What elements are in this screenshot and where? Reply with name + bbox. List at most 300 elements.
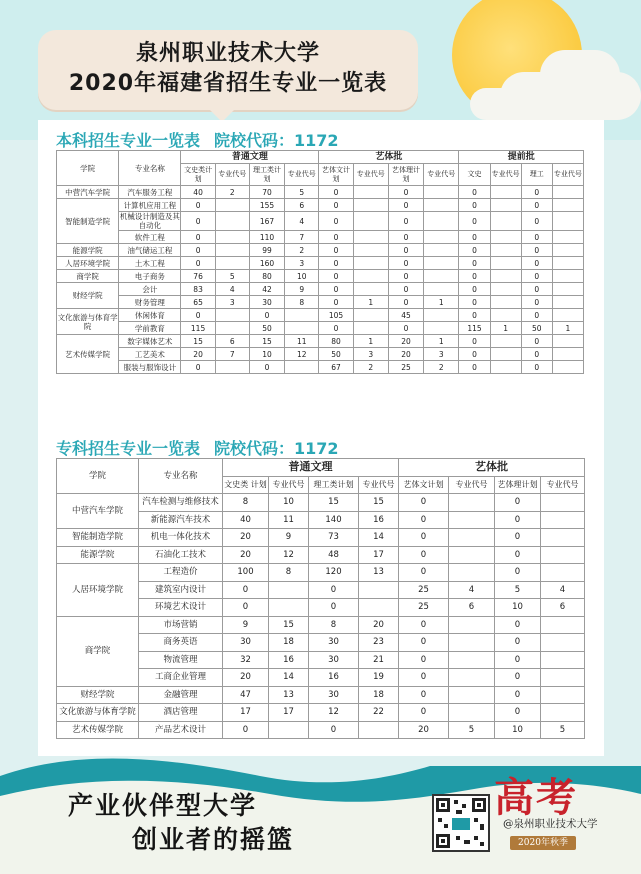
value-cell: 47 [223, 686, 269, 704]
page-subtitle: 2020年福建省招生专业一览表 [68, 71, 388, 96]
college-cell: 中营汽车学院 [57, 186, 119, 199]
value-cell: 13 [269, 686, 309, 704]
table-row [57, 686, 585, 704]
value-cell: 0 [388, 322, 423, 335]
value-cell: 0 [223, 599, 269, 617]
value-cell [424, 212, 459, 231]
value-cell: 17 [223, 704, 269, 722]
value-cell: 0 [495, 651, 541, 669]
value-cell [424, 257, 459, 270]
value-cell: 120 [309, 564, 359, 582]
sub-col-header: 专业代号 [552, 164, 583, 186]
value-cell: 1 [353, 296, 388, 309]
value-cell: 4 [541, 581, 585, 599]
value-cell: 25 [399, 581, 449, 599]
value-cell: 0 [521, 199, 552, 212]
value-cell [215, 244, 249, 257]
value-cell: 10 [495, 721, 541, 739]
table-row [57, 186, 584, 199]
value-cell: 25 [399, 599, 449, 617]
value-cell: 0 [399, 634, 449, 652]
sub-col-header: 专业代号 [269, 476, 309, 494]
major-cell: 计算机应用工程 [119, 199, 181, 212]
value-cell: 40 [181, 186, 215, 199]
major-cell: 汽车检测与维修技术 [139, 494, 223, 512]
value-cell [552, 335, 583, 348]
value-cell: 9 [285, 283, 319, 296]
brand-label: @泉州职业技术大学 [503, 818, 598, 830]
gaokao-mark: 高考 [494, 774, 578, 821]
sub-col-header: 专业代号 [215, 164, 249, 186]
college-cell: 智能制造学院 [57, 529, 139, 547]
value-cell: 8 [285, 296, 319, 309]
value-cell [353, 270, 388, 283]
value-cell [552, 283, 583, 296]
undergrad-code: 院校代码：1172 [214, 131, 339, 150]
value-cell: 0 [459, 283, 490, 296]
value-cell: 15 [359, 494, 399, 512]
cloud-decoration [540, 50, 620, 100]
value-cell [552, 212, 583, 231]
value-cell: 0 [249, 361, 284, 374]
sub-col-header: 艺体理计划 [495, 476, 541, 494]
value-cell: 48 [309, 546, 359, 564]
sub-col-header: 理工类计划 [309, 476, 359, 494]
value-cell [490, 335, 521, 348]
value-cell: 160 [249, 257, 284, 270]
value-cell: 0 [181, 309, 215, 322]
value-cell [552, 186, 583, 199]
value-cell: 0 [459, 231, 490, 244]
value-cell: 167 [249, 212, 284, 231]
qr-code-icon [432, 794, 490, 852]
value-cell: 8 [269, 564, 309, 582]
value-cell: 3 [215, 296, 249, 309]
value-cell: 0 [319, 270, 353, 283]
value-cell: 32 [223, 651, 269, 669]
value-cell: 12 [309, 704, 359, 722]
value-cell: 16 [359, 511, 399, 529]
value-cell [359, 581, 399, 599]
value-cell: 6 [449, 599, 495, 617]
value-cell: 0 [181, 231, 215, 244]
value-cell [490, 361, 521, 374]
value-cell: 0 [223, 721, 269, 739]
value-cell: 0 [399, 511, 449, 529]
value-cell: 0 [399, 494, 449, 512]
table-row [57, 244, 584, 257]
value-cell [552, 296, 583, 309]
college-cell: 人居环境学院 [57, 564, 139, 617]
value-cell [269, 721, 309, 739]
table-row [57, 704, 585, 722]
value-cell: 15 [249, 335, 284, 348]
value-cell: 13 [359, 564, 399, 582]
season-badge: 2020年秋季 [510, 836, 576, 850]
value-cell: 0 [181, 199, 215, 212]
value-cell: 0 [495, 669, 541, 687]
value-cell: 65 [181, 296, 215, 309]
value-cell: 0 [521, 335, 552, 348]
value-cell: 15 [269, 616, 309, 634]
value-cell: 4 [285, 212, 319, 231]
value-cell: 115 [459, 322, 490, 335]
value-cell [490, 283, 521, 296]
value-cell: 0 [521, 348, 552, 361]
value-cell [490, 348, 521, 361]
value-cell: 0 [309, 581, 359, 599]
value-cell [353, 244, 388, 257]
col-college: 学院 [57, 459, 139, 494]
value-cell: 2 [353, 361, 388, 374]
value-cell: 0 [495, 546, 541, 564]
college-cell: 文化旅游与体育学院 [57, 704, 139, 722]
value-cell: 67 [319, 361, 353, 374]
value-cell: 0 [495, 564, 541, 582]
value-cell [285, 322, 319, 335]
value-cell: 18 [269, 634, 309, 652]
value-cell: 23 [359, 634, 399, 652]
group-general: 普通文理 [181, 151, 319, 164]
value-cell: 4 [215, 283, 249, 296]
value-cell: 0 [521, 244, 552, 257]
value-cell [285, 361, 319, 374]
junior-code: 院校代码：1172 [214, 439, 339, 458]
value-cell [541, 686, 585, 704]
major-cell: 商务英语 [139, 634, 223, 652]
value-cell [552, 231, 583, 244]
value-cell [449, 704, 495, 722]
value-cell: 15 [309, 494, 359, 512]
value-cell: 1 [490, 322, 521, 335]
major-cell: 汽车服务工程 [119, 186, 181, 199]
table-row [57, 283, 584, 296]
value-cell: 15 [181, 335, 215, 348]
college-cell: 人居环境学院 [57, 257, 119, 270]
value-cell: 19 [359, 669, 399, 687]
value-cell [552, 244, 583, 257]
value-cell: 50 [521, 322, 552, 335]
value-cell: 0 [521, 270, 552, 283]
table-row [57, 212, 584, 231]
table-row [57, 322, 584, 335]
value-cell: 10 [285, 270, 319, 283]
value-cell: 0 [459, 361, 490, 374]
value-cell: 0 [399, 616, 449, 634]
college-cell: 文化旅游与体育学院 [57, 309, 119, 335]
value-cell [449, 616, 495, 634]
value-cell: 0 [388, 244, 423, 257]
value-cell: 0 [319, 296, 353, 309]
value-cell [353, 231, 388, 244]
college-cell: 艺术传媒学院 [57, 721, 139, 739]
value-cell [490, 309, 521, 322]
value-cell: 6 [285, 199, 319, 212]
value-cell [552, 199, 583, 212]
value-cell [215, 212, 249, 231]
value-cell: 0 [388, 270, 423, 283]
value-cell [359, 599, 399, 617]
value-cell: 5 [449, 721, 495, 739]
value-cell: 0 [319, 283, 353, 296]
value-cell: 105 [319, 309, 353, 322]
value-cell [541, 529, 585, 547]
value-cell: 0 [399, 704, 449, 722]
major-cell: 软件工程 [119, 231, 181, 244]
value-cell [215, 322, 249, 335]
major-cell: 财务管理 [119, 296, 181, 309]
value-cell: 45 [388, 309, 423, 322]
value-cell: 30 [309, 651, 359, 669]
value-cell [490, 257, 521, 270]
value-cell [449, 511, 495, 529]
value-cell: 0 [309, 721, 359, 739]
value-cell: 17 [359, 546, 399, 564]
value-cell: 16 [309, 669, 359, 687]
value-cell: 0 [495, 511, 541, 529]
value-cell: 0 [459, 186, 490, 199]
value-cell: 6 [215, 335, 249, 348]
value-cell [353, 283, 388, 296]
value-cell [449, 494, 495, 512]
value-cell [449, 564, 495, 582]
value-cell: 4 [449, 581, 495, 599]
college-cell: 能源学院 [57, 546, 139, 564]
junior-title: 专科招生专业一览表 [56, 439, 201, 458]
value-cell: 12 [269, 546, 309, 564]
value-cell: 30 [309, 686, 359, 704]
value-cell: 0 [319, 244, 353, 257]
table-row [57, 199, 584, 212]
sub-col-header: 文史类 计划 [223, 476, 269, 494]
value-cell [424, 199, 459, 212]
college-cell: 艺术传媒学院 [57, 335, 119, 374]
value-cell [215, 361, 249, 374]
value-cell: 17 [269, 704, 309, 722]
value-cell [541, 511, 585, 529]
value-cell [541, 651, 585, 669]
value-cell: 7 [285, 231, 319, 244]
value-cell: 0 [223, 581, 269, 599]
value-cell: 14 [359, 529, 399, 547]
college-cell: 能源学院 [57, 244, 119, 257]
sub-col-header: 文史 [459, 164, 490, 186]
table-row [57, 348, 584, 361]
value-cell: 80 [319, 335, 353, 348]
value-cell: 0 [319, 199, 353, 212]
value-cell: 21 [359, 651, 399, 669]
value-cell: 3 [353, 348, 388, 361]
value-cell: 0 [388, 296, 423, 309]
major-cell: 休闲体育 [119, 309, 181, 322]
sub-col-header: 理工 [521, 164, 552, 186]
value-cell: 3 [285, 257, 319, 270]
value-cell [424, 231, 459, 244]
value-cell [353, 322, 388, 335]
sub-col-header: 理工类计划 [249, 164, 284, 186]
undergrad-heading [56, 128, 339, 151]
value-cell: 0 [319, 322, 353, 335]
value-cell: 2 [215, 186, 249, 199]
college-cell: 财经学院 [57, 283, 119, 309]
group-early: 提前批 [459, 151, 584, 164]
value-cell [490, 296, 521, 309]
value-cell [215, 199, 249, 212]
value-cell [424, 244, 459, 257]
value-cell [424, 186, 459, 199]
value-cell: 10 [249, 348, 284, 361]
value-cell: 0 [388, 231, 423, 244]
value-cell [449, 651, 495, 669]
major-cell: 土木工程 [119, 257, 181, 270]
value-cell [541, 616, 585, 634]
college-cell: 中营汽车学院 [57, 494, 139, 529]
sub-col-header: 艺体理计划 [388, 164, 423, 186]
value-cell: 0 [459, 199, 490, 212]
value-cell [424, 283, 459, 296]
col-major: 专业名称 [139, 459, 223, 494]
value-cell: 0 [521, 257, 552, 270]
value-cell: 0 [319, 257, 353, 270]
value-cell: 30 [309, 634, 359, 652]
value-cell: 40 [223, 511, 269, 529]
college-cell: 商学院 [57, 616, 139, 686]
value-cell [490, 231, 521, 244]
value-cell [490, 244, 521, 257]
slogan-line2: 创业者的摇篮 [132, 825, 295, 854]
sub-col-header: 专业代号 [285, 164, 319, 186]
value-cell: 0 [459, 309, 490, 322]
value-cell [541, 564, 585, 582]
slogan-line1: 产业伙伴型大学 [68, 791, 258, 820]
value-cell [449, 634, 495, 652]
value-cell: 0 [319, 186, 353, 199]
value-cell [490, 199, 521, 212]
value-cell [424, 309, 459, 322]
value-cell: 50 [319, 348, 353, 361]
value-cell [552, 257, 583, 270]
value-cell: 20 [388, 348, 423, 361]
value-cell [359, 721, 399, 739]
value-cell: 115 [181, 322, 215, 335]
value-cell: 0 [249, 309, 284, 322]
value-cell: 1 [552, 322, 583, 335]
value-cell [353, 186, 388, 199]
table-row [57, 494, 585, 512]
major-cell: 油气储运工程 [119, 244, 181, 257]
value-cell: 0 [521, 283, 552, 296]
value-cell: 2 [285, 244, 319, 257]
value-cell: 30 [249, 296, 284, 309]
sub-col-header: 专业代号 [541, 476, 585, 494]
major-cell: 机械设计制造及其自动化 [119, 212, 180, 230]
page-title: 泉州职业技术大学 [135, 41, 320, 66]
value-cell [424, 270, 459, 283]
value-cell [353, 212, 388, 231]
value-cell: 14 [269, 669, 309, 687]
table-row [57, 296, 584, 309]
table-row [57, 257, 584, 270]
value-cell: 10 [269, 494, 309, 512]
value-cell: 0 [495, 529, 541, 547]
value-cell: 0 [459, 335, 490, 348]
table-row [57, 564, 585, 582]
value-cell [449, 529, 495, 547]
col-college: 学院 [57, 151, 119, 186]
value-cell: 1 [424, 335, 459, 348]
value-cell: 1 [424, 296, 459, 309]
value-cell: 5 [541, 721, 585, 739]
undergrad-title: 本科招生专业一览表 [56, 131, 201, 150]
major-cell: 金融管理 [139, 686, 223, 704]
value-cell [449, 686, 495, 704]
value-cell: 0 [319, 231, 353, 244]
value-cell: 7 [215, 348, 249, 361]
value-cell: 0 [181, 257, 215, 270]
major-cell: 新能源汽车技术 [139, 511, 223, 529]
major-cell: 机电一体化技术 [139, 529, 223, 547]
value-cell: 0 [181, 361, 215, 374]
value-cell: 25 [388, 361, 423, 374]
value-cell: 0 [388, 212, 423, 231]
college-cell: 商学院 [57, 270, 119, 283]
table-row [57, 335, 584, 348]
value-cell: 18 [359, 686, 399, 704]
value-cell [269, 599, 309, 617]
value-cell: 0 [399, 686, 449, 704]
table-row [57, 529, 585, 547]
value-cell: 0 [521, 309, 552, 322]
value-cell: 12 [285, 348, 319, 361]
value-cell: 3 [424, 348, 459, 361]
value-cell [215, 231, 249, 244]
value-cell [490, 186, 521, 199]
value-cell: 11 [285, 335, 319, 348]
value-cell: 20 [359, 616, 399, 634]
major-cell: 会计 [119, 283, 181, 296]
value-cell: 0 [521, 361, 552, 374]
value-cell: 80 [249, 270, 284, 283]
table-row [57, 616, 585, 634]
group-art: 艺体批 [319, 151, 459, 164]
value-cell: 110 [249, 231, 284, 244]
value-cell: 9 [223, 616, 269, 634]
table-row [57, 361, 584, 374]
value-cell: 0 [495, 704, 541, 722]
value-cell: 9 [269, 529, 309, 547]
group-general: 普通文理 [223, 459, 399, 477]
college-cell: 财经学院 [57, 686, 139, 704]
value-cell: 0 [459, 270, 490, 283]
value-cell: 0 [399, 546, 449, 564]
sub-col-header: 专业代号 [449, 476, 495, 494]
value-cell [490, 270, 521, 283]
value-cell [353, 257, 388, 270]
value-cell: 0 [388, 283, 423, 296]
value-cell: 8 [223, 494, 269, 512]
major-cell: 环境艺术设计 [139, 599, 223, 617]
value-cell: 1 [353, 335, 388, 348]
value-cell [541, 704, 585, 722]
major-cell: 市场营销 [139, 616, 223, 634]
value-cell [552, 270, 583, 283]
value-cell: 20 [181, 348, 215, 361]
value-cell [449, 669, 495, 687]
value-cell: 155 [249, 199, 284, 212]
major-cell: 工商企业管理 [139, 669, 223, 687]
value-cell [269, 581, 309, 599]
value-cell [353, 199, 388, 212]
